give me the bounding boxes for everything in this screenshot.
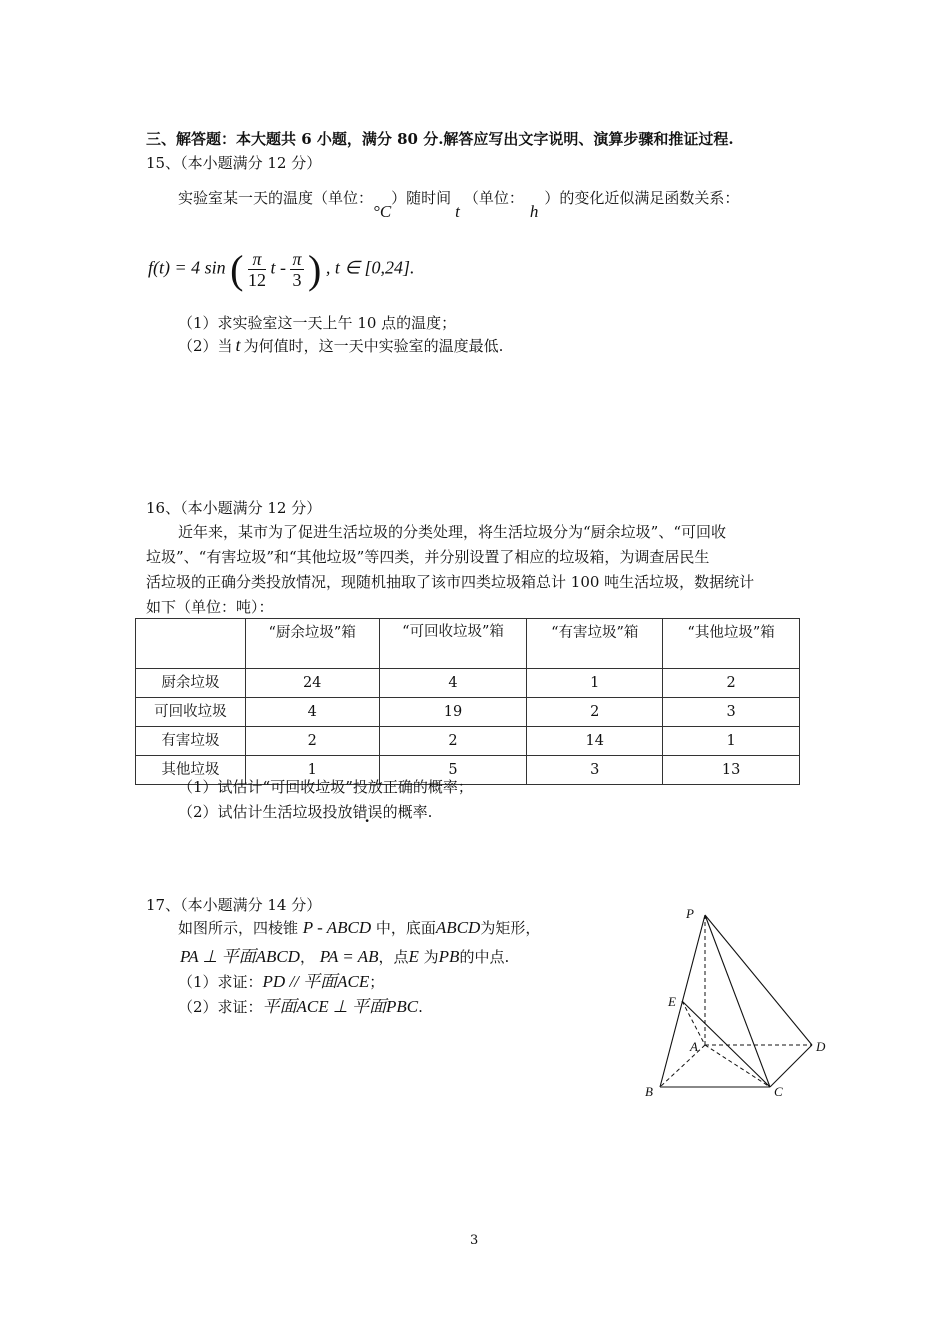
table-cell: 2 — [245, 727, 379, 756]
edge-PD — [705, 915, 812, 1045]
table-row — [136, 698, 800, 727]
table-cell: 2 — [527, 698, 663, 727]
q15-var-t: t — [455, 202, 460, 221]
formula-frac-2: $\frac{\pi}{3}$ — [292, 249, 302, 290]
q15-number: 15、（本小题满分 12 分） — [146, 154, 322, 172]
table-cell: 13 — [663, 756, 800, 785]
formula-mid: t - — [270, 257, 286, 278]
table-cell: 可回收垃圾 — [136, 698, 246, 727]
q16-para-line1: 近年来，某市为了促进生活垃圾的分类处理，将生活垃圾分为“厨余垃圾”、“可回收 — [178, 523, 727, 541]
edge-PC — [705, 915, 770, 1087]
q15-formula — [148, 246, 415, 293]
pyramid-figure — [630, 895, 840, 1115]
formula-rhs: , t ∈ [0,24]. — [325, 257, 415, 278]
table-cell: 4 — [379, 669, 527, 698]
formula-right-paren: ) — [308, 247, 322, 292]
q17-line2: PA ⊥ 平面ABCD， PA = AB，点E 为PB的中点. — [180, 947, 510, 966]
label-P: P — [686, 906, 694, 921]
q17-part1: （1）求证：PD // 平面ACE； — [178, 972, 385, 991]
table-cell: 1 — [663, 727, 800, 756]
table-cell: 19 — [379, 698, 527, 727]
table-header-row — [136, 619, 800, 669]
table-cell: 1 — [527, 669, 663, 698]
formula-lhs: f(t) = 4 sin — [148, 257, 226, 278]
q16-part2: （2）试估计生活垃圾投放错误的概率. — [178, 803, 433, 821]
edge-CD — [770, 1045, 812, 1087]
formula-left-paren: ( — [230, 247, 244, 292]
table-cell: 其他垃圾 — [136, 756, 246, 785]
table-cell: 1 — [245, 756, 379, 785]
table-header-cell: “其他垃圾”箱 — [663, 619, 800, 669]
table-header-cell: “可回收垃圾”箱 — [379, 619, 527, 669]
table-cell: 2 — [663, 669, 800, 698]
q17-line1: 如图所示，四棱锥 P - ABCD 中，底面ABCD为矩形， — [178, 918, 541, 937]
label-D: D — [816, 1039, 826, 1054]
q16-number: 16、（本小题满分 12 分） — [146, 499, 322, 517]
table-cell: 4 — [245, 698, 379, 727]
q16-para-line4: 如下（单位：吨）： — [146, 598, 274, 616]
table-cell: 5 — [379, 756, 527, 785]
q15-unit-c: °C — [373, 202, 392, 221]
waste-table — [135, 618, 800, 785]
table-row — [136, 669, 800, 698]
table-header-cell: “有害垃圾”箱 — [527, 619, 663, 669]
table-cell: 24 — [245, 669, 379, 698]
label-A: A — [690, 1039, 698, 1054]
q15-part2: （2）当 t 为何值时，这一天中实验室的温度最低. — [178, 335, 504, 355]
section-header: 三、解答题：本大题共 6 小题，满分 80 分.解答应写出文字说明、演算步骤和推证过程. — [146, 130, 734, 148]
table-cell: 3 — [527, 756, 663, 785]
q15-intro-b: ）随时间 — [391, 189, 452, 207]
label-B: B — [645, 1084, 653, 1099]
q15-intro-c: （单位： — [463, 189, 524, 207]
page-number: 3 — [470, 1233, 479, 1248]
table-cell: 14 — [527, 727, 663, 756]
q17-number: 17、（本小题满分 14 分） — [146, 896, 322, 914]
table-cell: 厨余垃圾 — [136, 669, 246, 698]
edge-AB — [660, 1045, 705, 1087]
table-header-cell — [136, 619, 246, 669]
formula-frac-1: $\frac{\pi}{12}$ — [247, 249, 266, 290]
q15-intro — [178, 187, 740, 221]
table-header-cell: “厨余垃圾”箱 — [245, 619, 379, 669]
label-E: E — [668, 994, 676, 1009]
table-cell: 有害垃圾 — [136, 727, 246, 756]
table-cell: 3 — [663, 698, 800, 727]
q15-part1: （1）求实验室这一天上午 10 点的温度； — [178, 314, 457, 332]
edge-AC — [705, 1045, 770, 1087]
q16-part1: （1）试估计“可回收垃圾”投放正确的概率； — [178, 778, 473, 796]
q15-unit-h: h — [529, 202, 539, 221]
q16-emphasis-text: 错误 — [352, 803, 383, 821]
label-C: C — [774, 1084, 783, 1099]
q15-intro-d: ）的变化近似满足函数关系： — [544, 189, 740, 207]
table-row — [136, 727, 800, 756]
q16-para-line2: 垃圾”、“有害垃圾”和“其他垃圾”等四类，并分别设置了相应的垃圾箱，为调查居民生 — [146, 548, 710, 566]
q17-part2: （2）求证：平面ACE ⊥ 平面PBC. — [178, 997, 423, 1016]
q15-intro-a: 实验室某一天的温度（单位： — [178, 189, 374, 207]
q16-para-line3: 活垃圾的正确分类投放情况，现随机抽取了该市四类垃圾箱总计 100 吨生活垃圾，数据统计 — [146, 573, 755, 591]
table-cell: 2 — [379, 727, 527, 756]
